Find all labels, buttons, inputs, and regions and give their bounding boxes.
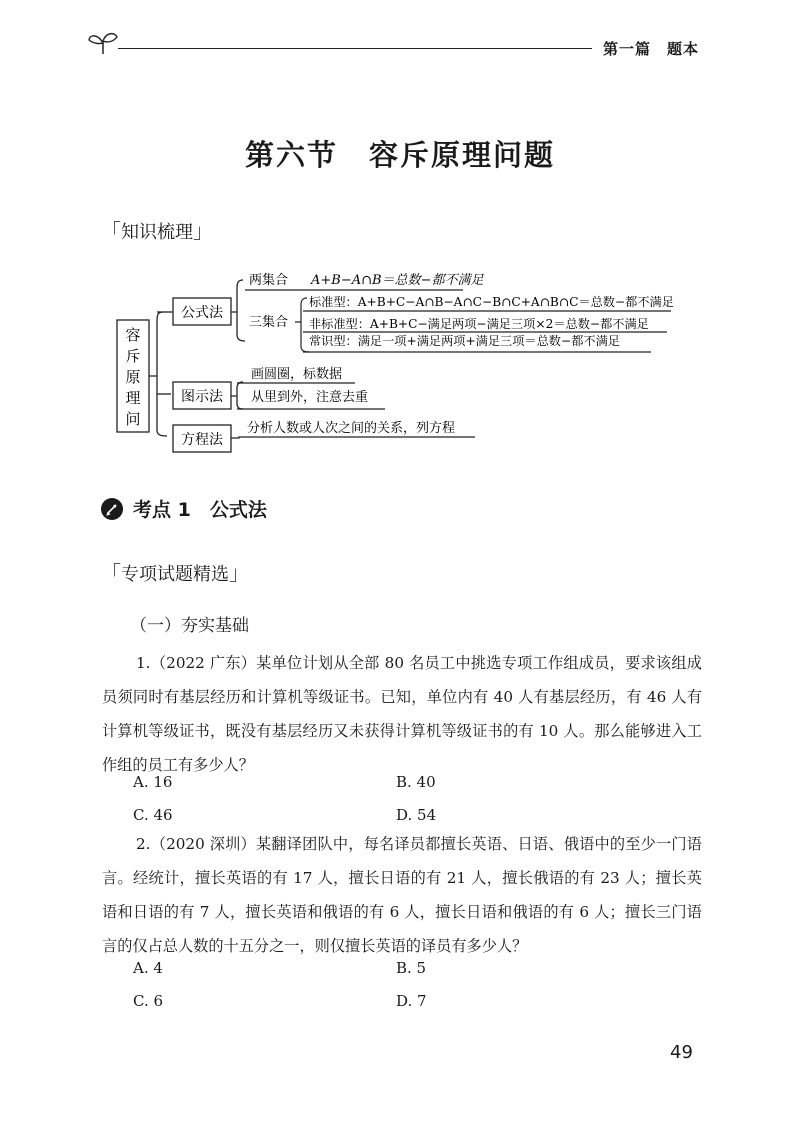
page-number: 49 xyxy=(670,1042,693,1063)
section-title: 第六节 容斥原理问题 xyxy=(244,138,555,172)
root-char-1: 容 xyxy=(125,326,141,344)
three-common: 常识型：满足一项+满足两项+满足三项＝总数−都不满足 xyxy=(309,334,620,348)
root-char-2: 斥 xyxy=(125,347,141,365)
practice-heading: 「专项试题精选」 xyxy=(101,561,249,585)
knowledge-heading-text: 知识梳理 xyxy=(121,222,193,243)
diagram-step1: 画圆圈，标数据 xyxy=(251,367,343,382)
kaodian-heading xyxy=(101,495,267,522)
mind-map xyxy=(115,262,685,462)
two-set-rule: A+B−A∩B＝总数−都不满足 xyxy=(311,273,484,288)
formula-label: 公式法 xyxy=(181,305,223,321)
q2-option-d[interactable]: D. 7 xyxy=(396,992,427,1010)
sprout-icon xyxy=(86,30,120,56)
q1-option-b[interactable]: B. 40 xyxy=(396,773,436,791)
knowledge-heading: 「知识梳理」 xyxy=(101,219,213,243)
equation-desc: 分析人数或人次之间的关系，列方程 xyxy=(247,421,456,436)
three-set-label: 三集合 xyxy=(249,315,289,330)
question-2-text: 2.（2020 深圳）某翻译团队中，每名译员都擅长英语、日语、俄语中的至少一门语言。经统计，擅长英语的有 17 人，擅长日语的有 21 人，擅长俄语的有 23 人；擅长英语和日语的有 7 人，擅长英语和俄语的有 6 人，擅长日语和俄语的有 6 人；擅长三门语言的仅占总人数的十五分之一，则仅擅长英语的译员有多少人？ xyxy=(102,835,702,955)
q1-option-c[interactable]: C. 46 xyxy=(133,806,173,824)
q1-option-a[interactable]: A. 16 xyxy=(133,773,173,791)
three-standard: 标准型：A+B+C−A∩B−A∩C−B∩C+A∩B∩C＝总数−都不满足 xyxy=(309,295,674,309)
chapter-label: 第一篇 题本 xyxy=(603,40,700,58)
practice-heading-text: 专项试题精选 xyxy=(121,564,229,585)
subsection-title: （一）夯实基础 xyxy=(130,616,249,636)
q2-option-a[interactable]: A. 4 xyxy=(133,959,163,977)
root-char-5: 问 xyxy=(125,410,141,428)
root-char-3: 原 xyxy=(125,368,141,386)
root-char-4: 理 xyxy=(125,389,141,407)
question-1-text: 1.（2022 广东）某单位计划从全部 80 名员工中挑选专项工作组成员，要求该组成员须同时有基层经历和计算机等级证书。已知，单位内有 40 人有基层经历，有 46 人有计算机等级证书，既没有基层经历又未获得计算机等级证书的有 10 人。那么能够进入工作组的员工有多少人？ xyxy=(102,654,702,774)
q2-option-b[interactable]: B. 5 xyxy=(396,959,427,977)
pen-icon xyxy=(101,498,123,520)
q2-option-c[interactable]: C. 6 xyxy=(133,992,164,1010)
root-label xyxy=(125,326,140,428)
kaodian-title: 考点 1 公式法 xyxy=(133,499,267,521)
two-set-label: 两集合 xyxy=(249,273,289,288)
header-rule xyxy=(118,48,592,49)
diagram-step2: 从里到外，注意去重 xyxy=(251,390,369,405)
q1-option-d[interactable]: D. 54 xyxy=(396,806,437,824)
three-nonstandard: 非标准型：A+B+C−满足两项−满足三项×2＝总数−都不满足 xyxy=(309,317,649,331)
diagram-label: 图示法 xyxy=(181,389,223,405)
equation-label: 方程法 xyxy=(181,432,223,448)
